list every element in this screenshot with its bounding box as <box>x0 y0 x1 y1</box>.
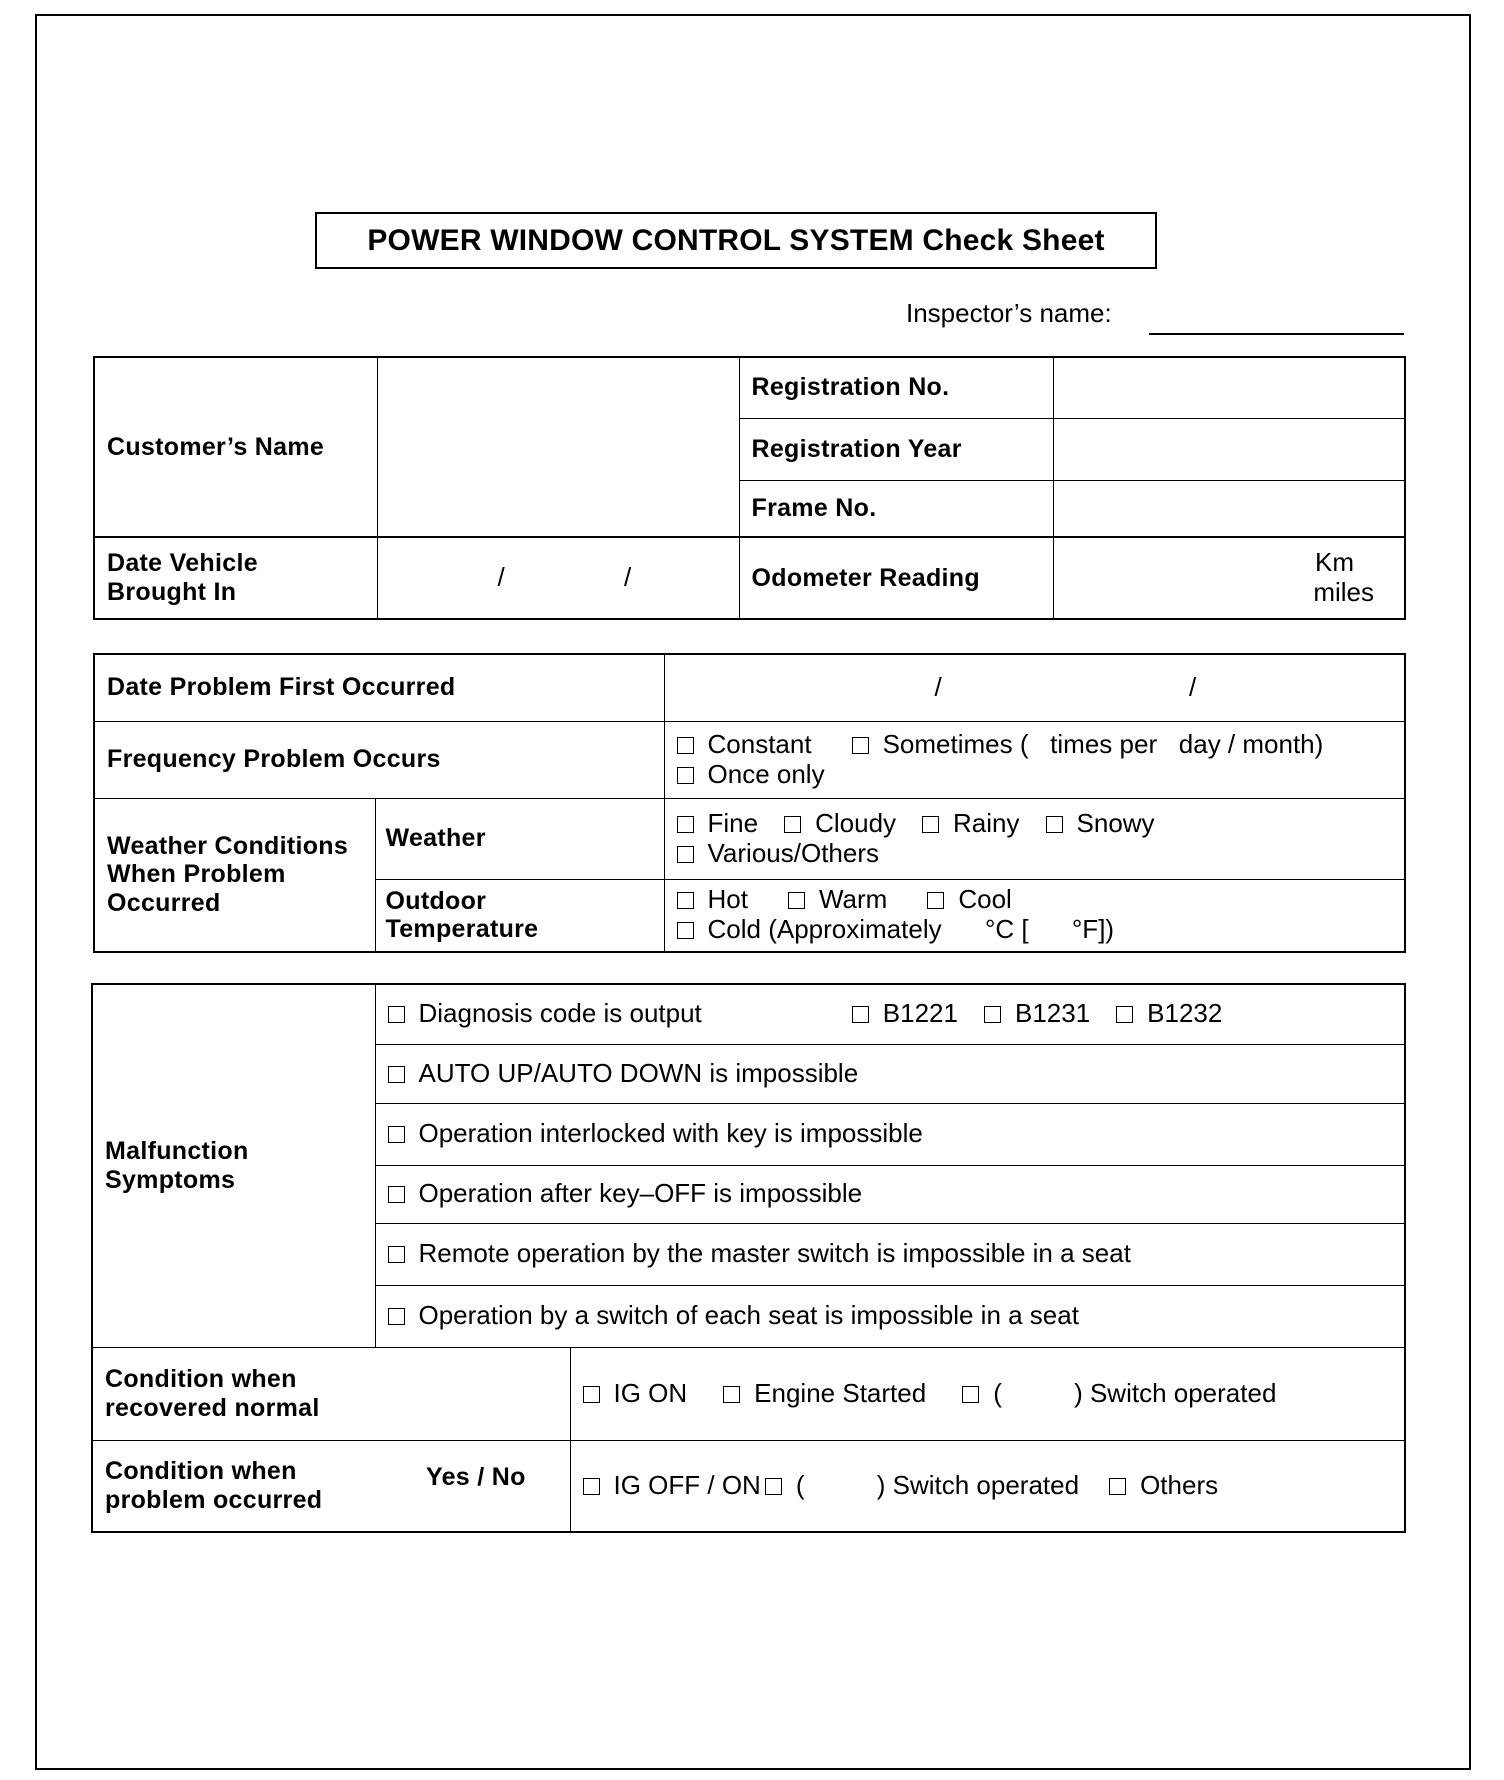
temp-cold-option[interactable] <box>677 915 1115 945</box>
option-label: Others <box>1140 1469 1219 1500</box>
option-label: Operation interlocked with key is impossible <box>418 1118 923 1149</box>
occurred-condition-cell <box>92 1440 570 1532</box>
occurred-switch-option[interactable] <box>761 1471 1079 1501</box>
frequency-once-option[interactable] <box>677 760 825 790</box>
option-label: Cold (Approximately °C [ °F]) <box>707 914 1115 945</box>
registration-year-label: Registration Year <box>739 418 1053 480</box>
checkbox-icon[interactable] <box>388 1126 405 1143</box>
diagnosis-code-option[interactable] <box>388 999 702 1029</box>
option-label: Sometimes ( times per day / month) <box>882 728 1324 759</box>
option-label: B1231 <box>1014 998 1091 1029</box>
option-label: Diagnosis code is output <box>418 998 702 1029</box>
occurred-ig-off-on-option[interactable] <box>583 1471 761 1501</box>
occurred-others-option[interactable] <box>1109 1471 1218 1501</box>
frequency-constant-option[interactable] <box>677 730 812 760</box>
checkbox-icon[interactable] <box>852 1006 869 1023</box>
date-separator: / <box>1188 671 1197 702</box>
symptom-option[interactable] <box>388 1059 859 1089</box>
option-label: IG ON <box>613 1377 688 1408</box>
recovered-ig-on-option[interactable] <box>583 1379 688 1409</box>
weather-cloudy-option[interactable] <box>784 809 896 839</box>
symptom-option[interactable] <box>388 1179 863 1209</box>
date-brought-in-label: Date Vehicle Brought In <box>94 537 377 619</box>
odometer-field[interactable] <box>1053 537 1405 619</box>
option-label: Cool <box>958 884 1012 915</box>
option-label: AUTO UP/AUTO DOWN is impossible <box>418 1057 859 1088</box>
recovered-condition-label: Condition when recovered normal <box>92 1347 570 1440</box>
checkbox-icon[interactable] <box>388 1246 405 1263</box>
checkbox-icon[interactable] <box>388 1308 405 1325</box>
checkbox-icon[interactable] <box>583 1386 600 1403</box>
checkbox-icon[interactable] <box>677 767 694 784</box>
option-label: Hot <box>707 884 748 915</box>
code-b1232-option[interactable] <box>1116 999 1222 1029</box>
option-label: Various/Others <box>707 837 879 868</box>
checkbox-icon[interactable] <box>723 1386 740 1403</box>
code-b1221-option[interactable] <box>852 999 958 1029</box>
weather-rainy-option[interactable] <box>922 809 1019 839</box>
checkbox-icon[interactable] <box>984 1006 1001 1023</box>
outdoor-temperature-label: Outdoor Temperature <box>375 879 664 952</box>
option-label: Constant <box>707 728 812 759</box>
option-label: Remote operation by the master switch is impossible in a seat <box>418 1238 1131 1269</box>
checkbox-icon[interactable] <box>852 737 869 754</box>
symptom-option[interactable] <box>388 1301 1079 1331</box>
checkbox-icon[interactable] <box>583 1478 600 1495</box>
option-label: Snowy <box>1076 807 1155 838</box>
checkbox-icon[interactable] <box>962 1386 979 1403</box>
vehicle-info-table <box>93 356 1406 620</box>
checkbox-icon[interactable] <box>388 1066 405 1083</box>
date-separator: / <box>934 671 942 702</box>
recovered-engine-started-option[interactable] <box>723 1379 926 1409</box>
option-label: ( ) Switch operated <box>795 1469 1080 1500</box>
checkbox-icon[interactable] <box>922 816 939 833</box>
weather-label: Weather <box>375 798 664 879</box>
checkbox-icon[interactable] <box>677 846 694 863</box>
checkbox-icon[interactable] <box>1046 816 1063 833</box>
checkbox-icon[interactable] <box>927 892 944 909</box>
checkbox-icon[interactable] <box>1109 1478 1126 1495</box>
weather-fine-option[interactable] <box>677 809 759 839</box>
option-label: Operation by a switch of each seat is impossible in a seat <box>418 1300 1079 1331</box>
customer-name-label: Customer’s Name <box>94 357 377 537</box>
option-label: ( ) Switch operated <box>993 1377 1277 1408</box>
recovered-switch-option[interactable] <box>962 1379 1276 1409</box>
registration-no-field[interactable] <box>1053 357 1405 418</box>
unit-miles: miles <box>1313 577 1374 607</box>
registration-no-label: Registration No. <box>739 357 1053 418</box>
occurred-condition-label: Condition when problem occurred <box>105 1457 323 1514</box>
checkbox-icon[interactable] <box>784 816 801 833</box>
checkbox-icon[interactable] <box>765 1478 782 1495</box>
option-label: B1221 <box>882 998 958 1029</box>
option-label: B1232 <box>1147 998 1223 1029</box>
date-brought-in-field[interactable] <box>377 537 739 619</box>
temp-cool-option[interactable] <box>927 885 1011 915</box>
checkbox-icon[interactable] <box>677 816 694 833</box>
customer-name-field[interactable] <box>377 357 739 537</box>
option-label: Fine <box>707 807 759 838</box>
frequency-sometimes-option[interactable] <box>852 730 1324 760</box>
option-label: Engine Started <box>754 1377 927 1408</box>
date-first-occurred-field[interactable] <box>664 654 1405 721</box>
checkbox-icon[interactable] <box>677 892 694 909</box>
symptom-option[interactable] <box>388 1239 1131 1269</box>
checkbox-icon[interactable] <box>388 1186 405 1203</box>
option-label: Once only <box>707 758 825 789</box>
symptoms-table <box>91 983 1406 1533</box>
inspector-name-label: Inspector’s name: <box>906 298 1112 328</box>
problem-info-table <box>93 653 1406 953</box>
frequency-label: Frequency Problem Occurs <box>94 721 664 798</box>
date-first-occurred-label: Date Problem First Occurred <box>94 654 664 721</box>
weather-snowy-option[interactable] <box>1046 809 1155 839</box>
page-title: POWER WINDOW CONTROL SYSTEM Check Sheet <box>315 212 1157 269</box>
checkbox-icon[interactable] <box>1116 1006 1133 1023</box>
yes-no-label: Yes / No <box>426 1462 526 1491</box>
odometer-label: Odometer Reading <box>739 537 1053 619</box>
option-label: Cloudy <box>815 807 897 838</box>
date-separator: / <box>497 562 505 593</box>
date-separator: / <box>623 562 632 593</box>
checkbox-icon[interactable] <box>788 892 805 909</box>
malfunction-symptoms-label: Malfunction Symptoms <box>92 984 375 1347</box>
symptom-option[interactable] <box>388 1119 923 1149</box>
code-b1231-option[interactable] <box>984 999 1090 1029</box>
checkbox-icon[interactable] <box>677 922 694 939</box>
weather-various-option[interactable] <box>677 839 879 869</box>
registration-year-field[interactable] <box>1053 418 1405 480</box>
temp-hot-option[interactable] <box>677 885 748 915</box>
checkbox-icon[interactable] <box>388 1006 405 1023</box>
option-label: Warm <box>818 884 888 915</box>
weather-conditions-label: Weather Conditions When Problem Occurred <box>94 798 375 952</box>
inspector-name-field[interactable] <box>1149 333 1404 335</box>
frame-no-field[interactable] <box>1053 480 1405 537</box>
unit-km: Km <box>1315 547 1354 578</box>
checkbox-icon[interactable] <box>677 737 694 754</box>
frame-no-label: Frame No. <box>739 480 1053 537</box>
temp-warm-option[interactable] <box>788 885 887 915</box>
option-label: Operation after key–OFF is impossible <box>418 1178 863 1209</box>
option-label: Rainy <box>953 807 1020 838</box>
option-label: IG OFF / ON <box>613 1469 761 1500</box>
